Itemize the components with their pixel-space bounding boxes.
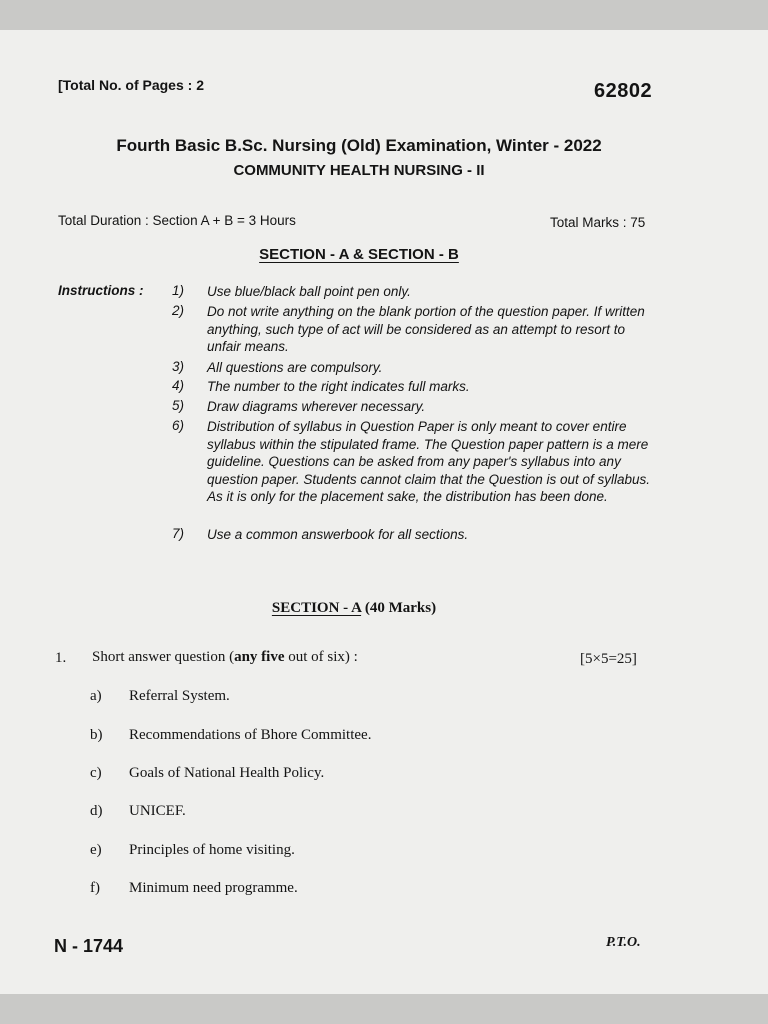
instruction-2: Do not write anything on the blank portion of the question paper. If written anything, such type of act will be considered as an attempt to resort to unfair means. [207, 304, 645, 354]
section-a-label: SECTION - A [271, 600, 362, 616]
question-1-text [92, 649, 358, 666]
option-letter: d) [90, 803, 103, 819]
instruction-number: 1) [172, 283, 185, 298]
option-b: Recommendations of Bhore Committee. [129, 727, 372, 743]
total-marks: Total Marks : 75 [550, 215, 646, 230]
option-letter: f) [90, 880, 100, 896]
option-c: Goals of National Health Policy. [129, 765, 325, 781]
instruction-number: 2) [172, 303, 185, 318]
sections-heading: SECTION - A & SECTION - B [259, 246, 459, 263]
instruction-6: Distribution of syllabus in Question Paper is only meant to cover entire syllabus within the stipulated frame. The Question paper pattern is a mere guideline. Questions can be asked from any paper's syllabus into any question paper. Students cannot claim that the Question is out of syllabus. As it is only for the placement sake, the distribution has been done. [207, 419, 651, 504]
instructions-label: Instructions : [58, 283, 144, 298]
instruction-number: 3) [172, 359, 185, 374]
section-a-marks: (40 Marks) [361, 600, 437, 616]
option-f: Minimum need programme. [129, 880, 298, 896]
instruction-7: Use a common answerbook for all sections. [207, 527, 469, 542]
option-a: Referral System. [129, 688, 230, 704]
section-a-heading [0, 600, 708, 617]
exam-title: Fourth Basic B.Sc. Nursing (Old) Examination, Winter - 2022 [116, 136, 602, 155]
option-e: Principles of home visiting. [129, 842, 295, 858]
instruction-3: All questions are compulsory. [207, 360, 383, 375]
total-duration: Total Duration : Section A + B = 3 Hours [58, 213, 296, 228]
instruction-5: Draw diagrams wherever necessary. [207, 399, 426, 414]
option-letter: b) [90, 727, 103, 743]
subject-title: COMMUNITY HEALTH NURSING - II [233, 162, 485, 179]
option-letter: e) [90, 842, 102, 858]
instruction-4: The number to the right indicates full marks. [207, 379, 470, 394]
question-1-text-bold: any five [234, 649, 285, 665]
option-d: UNICEF. [129, 803, 186, 819]
exam-paper-page [0, 30, 768, 994]
instruction-number: 4) [172, 378, 185, 393]
instruction-1: Use blue/black ball point pen only. [207, 284, 411, 299]
question-1-text-start: Short answer question ( [92, 649, 235, 665]
total-pages-label: [Total No. of Pages : 2 [58, 77, 204, 93]
instruction-number: 7) [172, 526, 185, 541]
option-letter: c) [90, 765, 102, 781]
option-letter: a) [90, 688, 102, 704]
paper-code: 62802 [594, 80, 653, 102]
question-1-number: 1. [55, 650, 67, 666]
pto-label: P.T.O. [606, 935, 641, 950]
question-1-marks: [5×5=25] [580, 651, 637, 667]
instruction-number: 6) [172, 418, 185, 433]
footer-code: N - 1744 [54, 936, 124, 956]
instruction-number: 5) [172, 398, 185, 413]
question-1-text-end: out of six) : [284, 649, 358, 665]
